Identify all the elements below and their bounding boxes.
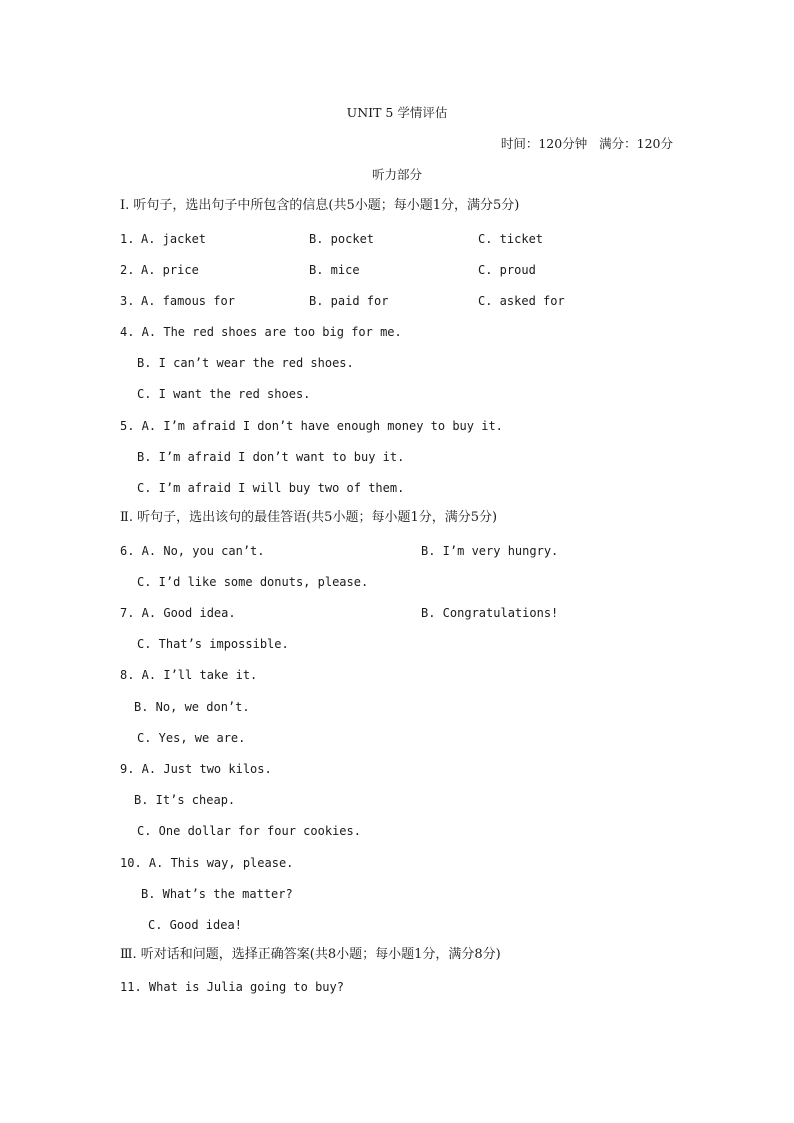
q2-option-b: B. mice (309, 263, 360, 277)
q2-option-c: C. proud (478, 263, 536, 277)
q4-option-a: 4. A. The red shoes are too big for me. (120, 325, 402, 339)
q2-number: 2. (120, 263, 135, 277)
q10-option-a: 10. A. This way, please. (120, 856, 294, 870)
time-info: 时间：120分钟 满分：120分 (500, 136, 673, 151)
q11-question: 11. What is Julia going to buy? (120, 980, 344, 994)
q1-option-b: B. pocket (309, 232, 375, 246)
q4-option-c: C. I want the red shoes. (137, 387, 311, 401)
q8-option-a: 8. A. I’ll take it. (120, 668, 258, 682)
q10-option-b: B. What’s the matter? (141, 887, 293, 901)
q10-option-c: C. Good idea! (148, 918, 242, 932)
q8-option-c: C. Yes, we are. (137, 731, 246, 745)
q3-option-b: B. paid for (309, 294, 389, 308)
section-3-heading: Ⅲ. 听对话和问题，选择正确答案(共8小题；每小题1分，满分8分) (120, 947, 501, 962)
section-1-heading: Ⅰ. 听句子，选出句子中所包含的信息(共5小题；每小题1分，满分5分) (120, 198, 520, 213)
q6-option-a: 6. A. No, you can’t. (120, 544, 265, 558)
q1-number: 1. (120, 232, 135, 246)
q3-number: 3. (120, 294, 135, 308)
q6-option-b: B. I’m very hungry. (421, 544, 559, 558)
q2-option-a: A. price (141, 263, 199, 277)
section-2-heading: Ⅱ. 听句子，选出该句的最佳答语(共5小题；每小题1分，满分5分) (120, 510, 498, 525)
q5-option-a: 5. A. I’m afraid I don’t have enough money to buy it. (120, 419, 503, 433)
q4-option-b: B. I can’t wear the red shoes. (137, 356, 354, 370)
q7-option-b: B. Congratulations! (421, 606, 559, 620)
q6-option-c: C. I’d like some donuts, please. (137, 575, 369, 589)
q3-option-c: C. asked for (478, 294, 565, 308)
page-title: UNIT 5 学情评估 (346, 105, 448, 120)
q9-option-a: 9. A. Just two kilos. (120, 762, 272, 776)
q7-option-c: C. That’s impossible. (137, 637, 289, 651)
q1-option-c: C. ticket (478, 232, 544, 246)
q8-option-b: B. No, we don’t. (134, 700, 250, 714)
q3-option-a: A. famous for (141, 294, 235, 308)
q1-option-a: A. jacket (141, 232, 207, 246)
q5-option-b: B. I’m afraid I don’t want to buy it. (137, 450, 405, 464)
q5-option-c: C. I’m afraid I will buy two of them. (137, 481, 405, 495)
part-title: 听力部分 (371, 167, 422, 182)
q9-option-b: B. It’s cheap. (134, 793, 236, 807)
q7-option-a: 7. A. Good idea. (120, 606, 236, 620)
q9-option-c: C. One dollar for four cookies. (137, 824, 361, 838)
